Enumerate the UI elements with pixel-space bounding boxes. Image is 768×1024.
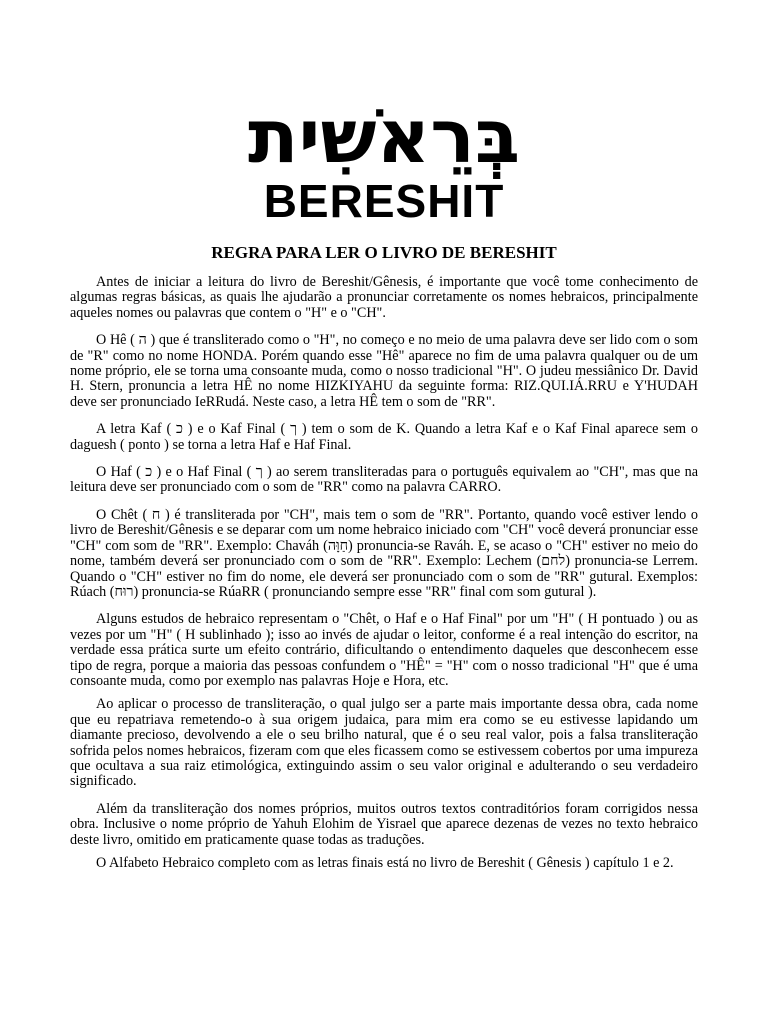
paragraph-he: O Hê ( ה ) que é transliterado como o "H", no começo e no meio de uma palavra deve ser lido com o som de "R" como no nome HONDA. Porém quando esse "Hê" aparece no fim de uma palavra qualquer ou de um nome próprio, ele se torna uma consoante muda, como o nosso tradicional "H". O judeu messiânico Dr. David H. Stern, pronuncia a letra HÊ no nome HIZKIYAHU da seguinte forma: RIZ.QUI.IÁ.RRU e Y'HUDAH deve ser pronunciado IeRRudá. Neste caso, a letra HÊ tem o som de "RR".: [70, 332, 698, 410]
paragraph-corrections: Além da transliteração dos nomes próprios, muitos outros textos contraditórios foram corrigidos nessa obra. Inclusive o nome próprio de Yahuh Elohim de Yisrael que aparece dezenas de vezes no texto hebraico deste livro, omitido em praticamente quase todas as traduções.: [70, 800, 698, 848]
section-heading: REGRA PARA LER O LIVRO DE BERESHIT: [211, 243, 557, 262]
document-body: [70, 275, 698, 871]
paragraph-studies: Alguns estudos de hebraico representam o "Chêt, o Haf e o Haf Final" por um "H" ( H pontuado ) ou as vezes por um "H" ( H sublinhado ); isso ao invés de ajudar o leitor, conforme é a real intenção do escritor, na verdade essa prática surte um efeito contrário, dificultando o entendimento daqueles que desconhecem esse tipo de regra, porque a maioria das pessoas confundem o "HÊ" = "H" com o nosso tradicional "H" que é uma consoante muda, como por exemplo nas palavras Hoje e Hora, etc.: [70, 611, 698, 689]
paragraph-kaf: A letra Kaf ( כ ) e o Kaf Final ( ך ) tem o som de K. Quando a letra Kaf e o Kaf Final aparece sem o daguesh ( ponto ) se torna a letra Haf e Haf Final.: [70, 421, 698, 453]
page-title: BERESHIT: [263, 175, 505, 227]
paragraph-chet: O Chêt ( ח ) é transliterada por "CH", mais tem o som de "RR". Portanto, quando você estiver lendo o livro de Bereshit/Gênesis e se deparar com um nome hebraico iniciado com "CH" você deverá pronunciar esse "CH" com som de "RR". Exemplo: Chaváh (חַוָּה) pronuncia-se Raváh. E, se acaso o "CH" estiver no meio do nome, também deverá ser pronunciado com o som de "RR". Exemplo: Lechem (לחם) pronuncia-se Lerrem. Quando o "CH" estiver no fim do nome, ele deverá ser pronunciado com o som de "RR" gutural. Exemplos: Rúach (רוּח) pronuncia-se RúaRR ( pronunciando sempre esse "RR" final com som gutural ).: [70, 506, 698, 600]
paragraph-alphabet: O Alfabeto Hebraico completo com as letras finais está no livro de Bereshit ( Gênesis ) capítulo 1 e 2.: [96, 855, 674, 871]
paragraph-transliteration: Ao aplicar o processo de transliteração, o qual julgo ser a parte mais importante dessa obra, cada nome que eu repatriava remetendo-o à sua origem judaica, para mim era como se eu estivesse lapidando um diamante precioso, devolvendo a ele o seu brilho natural, que é o seu real valor, pois a falsa transliteração sofrida pelos nomes hebraicos, fizeram com que eles ficassem como se estivessem cobertos por uma impureza que ocultava a sua raiz etimológica, extinguindo assim o seu valor original e adulterando o seu verdadeiro significado.: [70, 696, 698, 790]
hebrew-title: בְּרֵאשִׁית: [247, 94, 520, 180]
paragraph-intro: Antes de iniciar a leitura do livro de Bereshit/Gênesis, é importante que você tome conhecimento de algumas regras básicas, as quais lhe ajudarão a pronunciar corretamente os nomes hebraicos, principalmente aqueles nomes ou palavras que contem o "H" e o "CH".: [70, 274, 698, 321]
paragraph-haf: O Haf ( כ ) e o Haf Final ( ך ) ao serem transliteradas para o português equivalem ao "CH", mas que na leitura deve ser pronunciado com o som de "RR" como na palavra CARRO.: [70, 464, 698, 496]
